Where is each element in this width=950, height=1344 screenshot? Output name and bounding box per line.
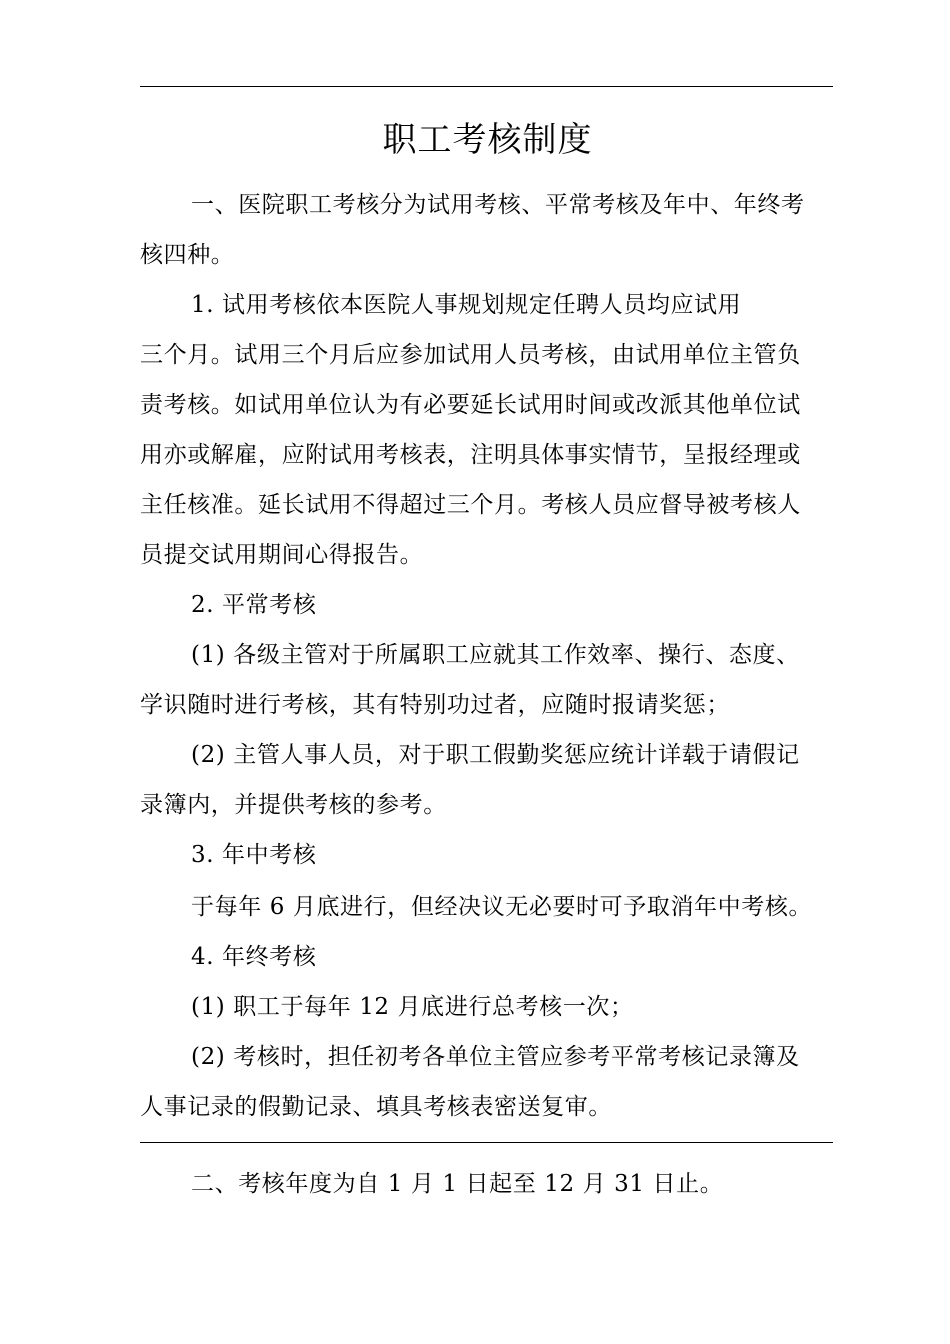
paragraph-line: 核四种。 — [140, 242, 235, 268]
page-title: 职工考核制度 — [382, 120, 593, 160]
paragraph-line: 员提交试用期间心得报告。 — [140, 542, 424, 568]
paragraph-line: (2) 主管人事人员，对于职工假勤奖惩应统计详载于请假记 — [191, 742, 800, 768]
paragraph-line: 责考核。如试用单位认为有必要延长试用时间或改派其他单位试 — [140, 392, 801, 418]
paragraph-line: (2) 考核时，担任初考各单位主管应参考平常考核记录簿及 — [191, 1044, 800, 1070]
paragraph-line: 主任核准。延长试用不得超过三个月。考核人员应督导被考核人 — [140, 492, 801, 518]
paragraph-line: (1) 职工于每年 12 月底进行总考核一次； — [191, 994, 634, 1020]
paragraph-line: 2. 平常考核 — [191, 592, 317, 618]
paragraph-line: 用亦或解雇，应附试用考核表，注明具体事实情节，呈报经理或 — [140, 442, 801, 468]
paragraph-line: (1) 各级主管对于所属职工应就其工作效率、操行、态度、 — [191, 642, 800, 668]
paragraph-line: 人事记录的假勤记录、填具考核表密送复审。 — [140, 1094, 612, 1120]
paragraph-line: 4. 年终考核 — [191, 944, 317, 970]
paragraph-line: 二、考核年度为自 1 月 1 日起至 12 月 31 日止。 — [191, 1171, 724, 1197]
paragraph-line: 于每年 6 月底进行，但经决议无必要时可予取消年中考核。 — [191, 894, 813, 920]
top-rule — [140, 86, 833, 87]
paragraph-line: 一、医院职工考核分为试用考核、平常考核及年中、年终考 — [191, 192, 805, 218]
paragraph-line: 学识随时进行考核，其有特别功过者，应随时报请奖惩； — [140, 692, 730, 718]
paragraph-line: 三个月。试用三个月后应参加试用人员考核，由试用单位主管负 — [140, 342, 801, 368]
bottom-rule — [140, 1142, 833, 1143]
paragraph-line: 1. 试用考核依本医院人事规划规定任聘人员均应试用 — [191, 292, 742, 318]
paragraph-line: 3. 年中考核 — [191, 842, 317, 868]
paragraph-line: 录簿内，并提供考核的参考。 — [140, 792, 447, 818]
